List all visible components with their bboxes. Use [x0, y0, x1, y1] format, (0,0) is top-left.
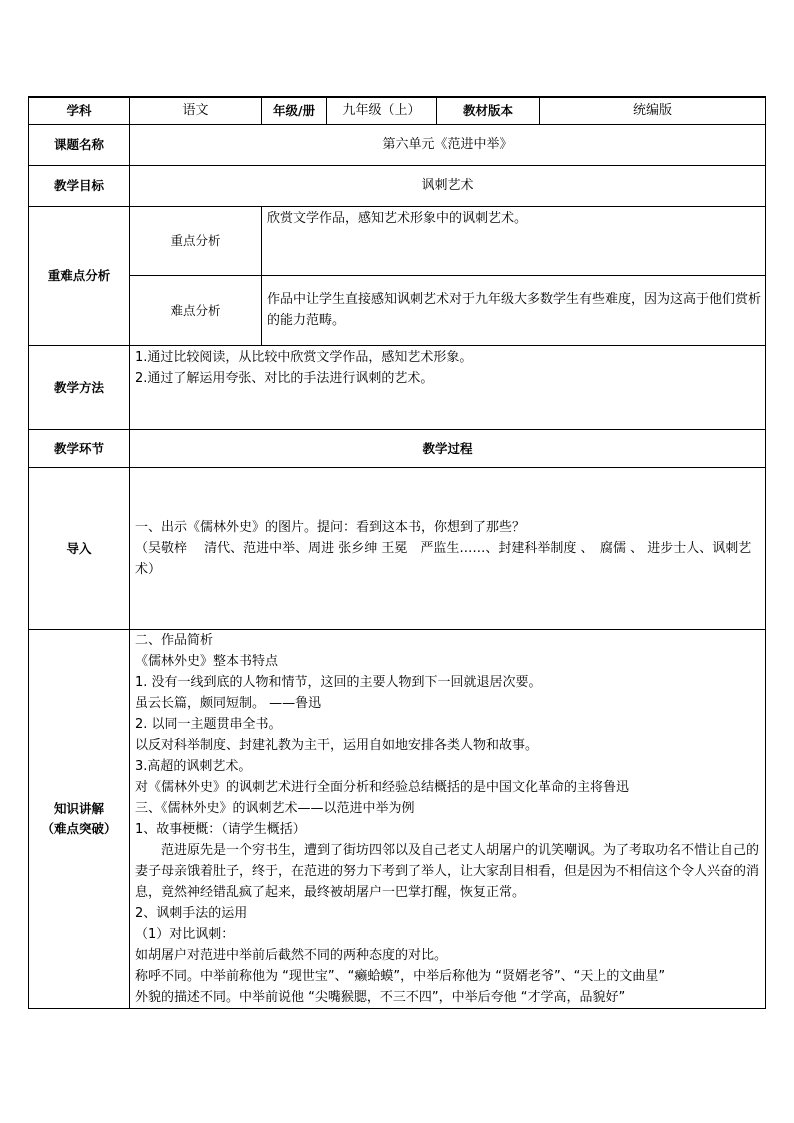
- lesson-plan-page: [28, 96, 765, 1009]
- goal-label: 教学目标: [29, 165, 130, 206]
- knowledge-line: 对《儒林外史》的讽刺艺术进行全面分析和经验总结概括的是中国文化革命的主将鲁迅: [135, 779, 630, 795]
- knowledge-line: 外貌的描述不同。中举前说他 “尖嘴猴腮，不三不四”，中举后夸他 “才学高，品貌好”: [135, 989, 626, 1005]
- knowledge-line: 2、讽刺手法的运用: [135, 905, 248, 921]
- edition-label: 教材版本: [437, 97, 540, 124]
- key-analysis-value: 欣赏文学作品，感知艺术形象中的讽刺艺术。: [262, 206, 766, 275]
- knowledge-label: [29, 629, 130, 1008]
- subject-label: 学科: [29, 97, 130, 124]
- knowledge-line: 三、《儒林外史》的讽刺艺术——以范进中举为例: [135, 800, 415, 816]
- intro-question: 一、出示《儒林外史》的图片。提问：看到这本书，你想到了那些？: [135, 519, 526, 535]
- knowledge-line: 虽云长篇，颇同短制。 ——鲁迅: [135, 695, 322, 711]
- knowledge-story-summary: 范进原先是一个穷书生，遭到了街坊四邻以及自己老丈人胡屠户的讥笑嘲讽。为了考取功名不惜让自己的妻子母亲饿着肚子，终于，在范进的努力下考到了举人，让大家刮目相看，但是因为不相信这个令人兴奋的消息，竟然神经错乱疯了起来，最终被胡屠户一巴掌打醒，恢复正常。: [135, 842, 760, 900]
- goal-value: 讽刺艺术: [130, 165, 766, 206]
- knowledge-line: 如胡屠户对范进中举前后截然不同的两种态度的对比。: [135, 947, 448, 963]
- intro-row: [29, 467, 766, 629]
- method-row: [29, 345, 766, 429]
- lesson-row: [29, 124, 766, 165]
- method-content: [130, 345, 766, 429]
- header-row: [29, 97, 766, 124]
- knowledge-line: 二、作品简析: [135, 632, 214, 648]
- intro-answer: （吴敬梓 清代、范进中举、周进 张乡绅 王冕 严监生……、封建科举制度 、 腐儒 、 进步士人、讽刺艺术）: [135, 540, 752, 577]
- process-value: 教学过程: [130, 429, 766, 467]
- edition-value: 统编版: [540, 97, 766, 124]
- knowledge-line: 1、故事梗概：（请学生概括）: [135, 821, 306, 837]
- difficult-analysis-label: 难点分析: [130, 275, 262, 345]
- grade-value: 九年级（上）: [327, 97, 437, 124]
- method-line: 1.通过比较阅读，从比较中欣赏文学作品，感知艺术形象。: [135, 349, 473, 365]
- lesson-label: 课题名称: [29, 124, 130, 165]
- knowledge-line: 3.高超的讽刺艺术。: [135, 758, 252, 774]
- process-row: [29, 429, 766, 467]
- analysis-label: 重难点分析: [29, 206, 130, 345]
- goal-row: [29, 165, 766, 206]
- lesson-plan-table: [28, 96, 766, 1009]
- knowledge-line: 1. 没有一线到底的人物和情节，这回的主要人物到下一回就退居次要。: [135, 674, 542, 690]
- knowledge-line: 称呼不同。中举前称他为 “现世宝”、“癞蛤蟆”，中举后称他为 “贤婿老爷”、“天上的文曲星”: [135, 968, 666, 984]
- knowledge-content: [130, 629, 766, 1008]
- method-label: 教学方法: [29, 345, 130, 429]
- lesson-value: 第六单元《范进中举》: [130, 124, 766, 165]
- intro-label: 导入: [29, 467, 130, 629]
- knowledge-line: 以反对科举制度、封建礼教为主干，运用自如地安排各类人物和故事。: [135, 737, 539, 753]
- method-line: 2.通过了解运用夸张、对比的手法进行讽刺的艺术。: [135, 370, 434, 386]
- key-analysis-label: 重点分析: [130, 206, 262, 275]
- difficult-analysis-row: [29, 275, 766, 345]
- grade-label: 年级/册: [262, 97, 327, 124]
- knowledge-line: （1）对比讽刺：: [135, 926, 235, 942]
- knowledge-row: [29, 629, 766, 1008]
- difficult-analysis-value: 作品中让学生直接感知讽刺艺术对于九年级大多数学生有些难度，因为这高于他们赏析的能力范畴。: [262, 275, 766, 345]
- knowledge-label-sub: （难点突破）: [41, 820, 117, 836]
- key-analysis-row: [29, 206, 766, 275]
- knowledge-label-main: 知识讲解: [53, 800, 104, 816]
- knowledge-line: 《儒林外史》整本书特点: [135, 653, 279, 669]
- knowledge-line: 2. 以同一主题贯串全书。: [135, 716, 282, 732]
- subject-value: 语文: [130, 97, 262, 124]
- intro-content: [130, 467, 766, 629]
- process-label: 教学环节: [29, 429, 130, 467]
